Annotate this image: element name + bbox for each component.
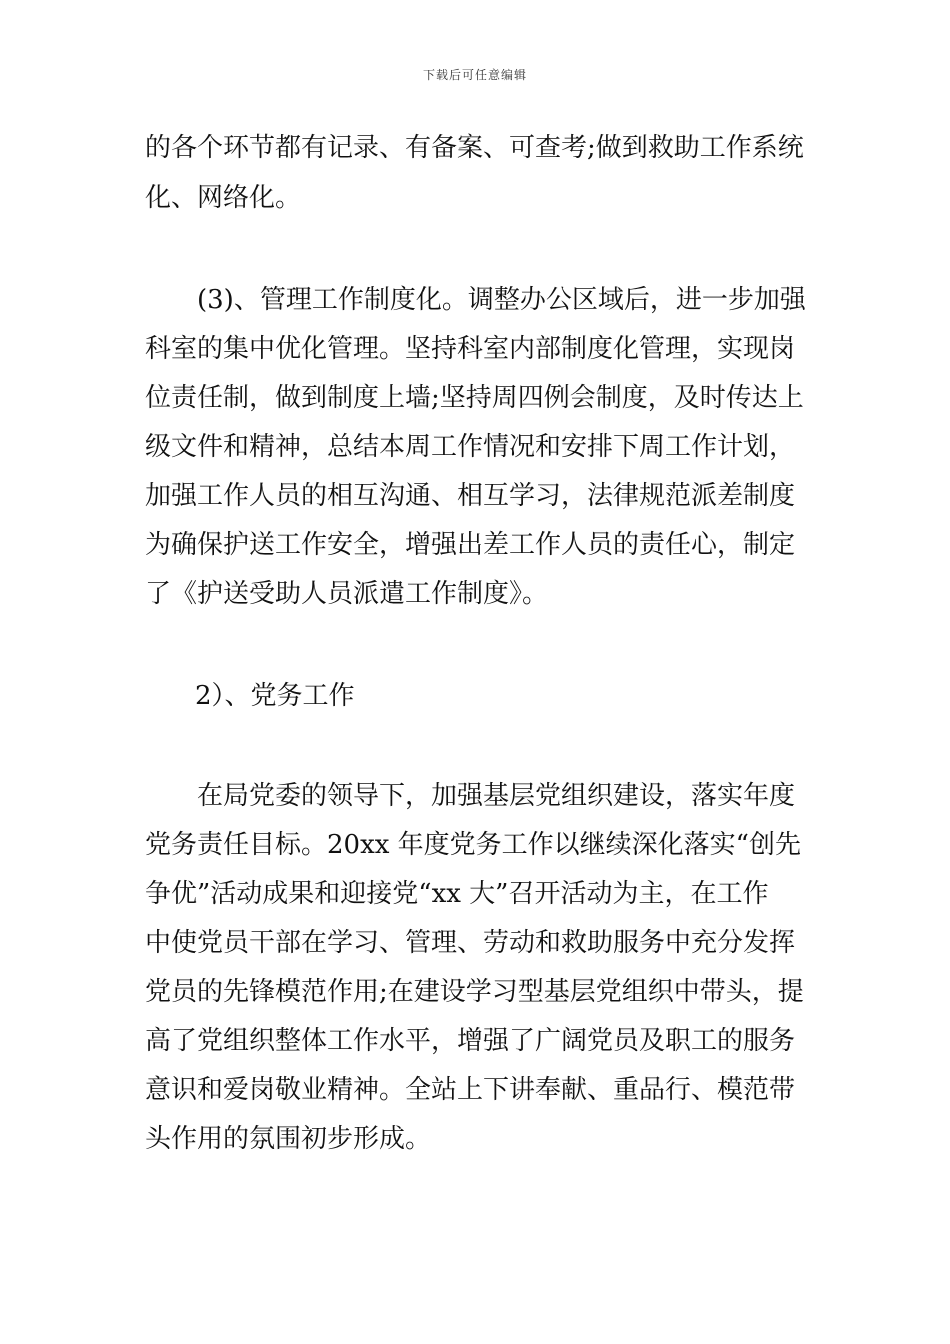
paragraph-3-line-8: 头作用的氛围初步形成。 bbox=[145, 1124, 432, 1154]
section-heading-party-affairs: 2）、党务工作 bbox=[195, 681, 355, 711]
paragraph-1-line-2: 化、网络化。 bbox=[145, 183, 302, 213]
paragraph-3-line-6: 高了党组织整体工作水平，增强了广阔党员及职工的服务 bbox=[145, 1026, 796, 1056]
paragraph-3-line-7: 意识和爱岗敬业精神。全站上下讲奉献、重品行、模范带 bbox=[145, 1075, 796, 1105]
paragraph-3-line-4: 中使党员干部在学习、管理、劳动和救助服务中充分发挥 bbox=[145, 928, 796, 958]
paragraph-2-line-7: 了《护送受助人员派遣工作制度》。 bbox=[145, 579, 549, 609]
paragraph-3-line-5: 党员的先锋模范作用;在建设学习型基层党组织中带头，提 bbox=[145, 977, 804, 1007]
paragraph-3-line-2: 党务责任目标。20xx 年度党务工作以继续深化落实“创先 bbox=[145, 830, 801, 860]
paragraph-3-line-1: 在局党委的领导下，加强基层党组织建设，落实年度 bbox=[197, 781, 796, 811]
paragraph-3-line-3: 争优”活动成果和迎接党“xx 大”召开活动为主，在工作 bbox=[145, 879, 769, 909]
paragraph-2-line-6: 为确保护送工作安全，增强出差工作人员的责任心，制定 bbox=[145, 530, 796, 560]
paragraph-2-line-2: 科室的集中优化管理。坚持科室内部制度化管理，实现岗 bbox=[145, 334, 796, 364]
paragraph-2-line-1: (3)、管理工作制度化。调整办公区域后，进一步加强 bbox=[197, 285, 806, 315]
paragraph-2-line-5: 加强工作人员的相互沟通、相互学习，法律规范派差制度 bbox=[145, 481, 796, 511]
paragraph-2-line-3: 位责任制，做到制度上墙;坚持周四例会制度，及时传达上 bbox=[145, 383, 804, 413]
paragraph-2-line-4: 级文件和精神，总结本周工作情况和安排下周工作计划， bbox=[145, 432, 796, 462]
paragraph-1-line-1: 的各个环节都有记录、有备案、可查考;做到救助工作系统 bbox=[145, 133, 804, 163]
page-header-note: 下载后可任意编辑 bbox=[422, 68, 527, 82]
